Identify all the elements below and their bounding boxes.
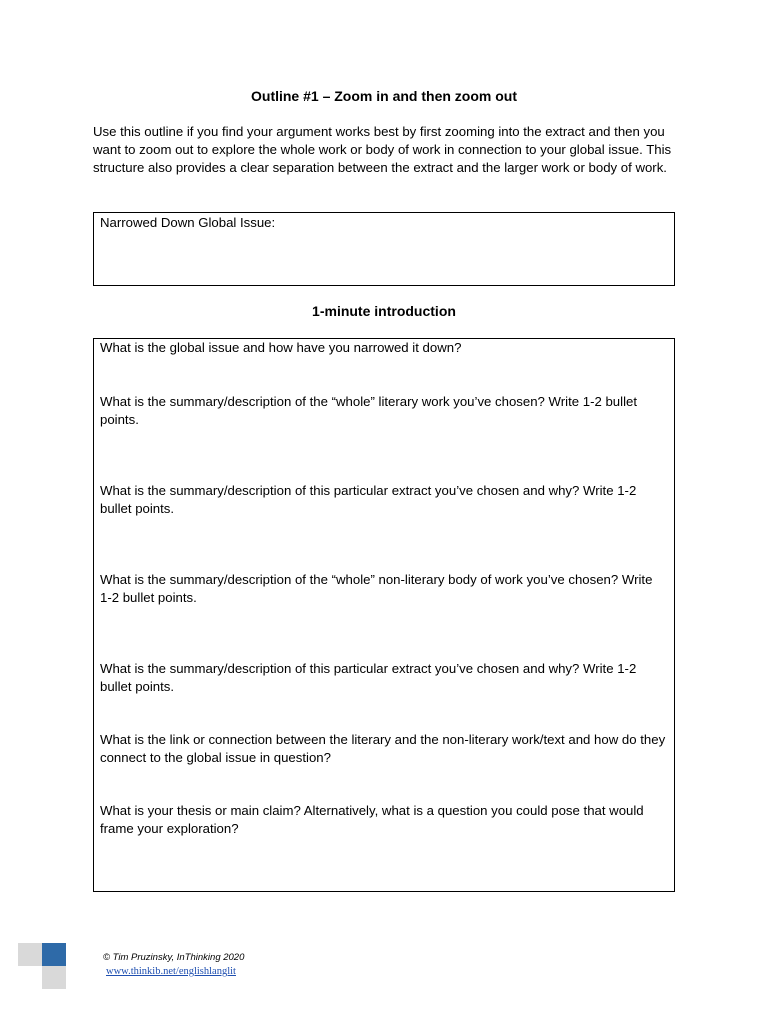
footer-link[interactable]: www.thinkib.net/englishlanglit: [106, 966, 236, 977]
global-issue-box[interactable]: [93, 212, 675, 286]
logo-square-gray-top-left: [18, 943, 42, 966]
logo-square-blue: [42, 943, 66, 966]
intro-paragraph: Use this outline if you find your argument works best by first zooming into the extract and then you want to zoom out to explore the whole work or body of work in connection to your global issue. This structure also provides a clear separation between the extract and the larger work or body of work.: [93, 124, 672, 175]
question-thesis: What is your thesis or main claim? Alternatively, what is a question you could pose that would frame your exploration?: [100, 803, 644, 836]
global-issue-label: Narrowed Down Global Issue:: [100, 215, 276, 230]
question-link-connection: What is the link or connection between the literary and the non-literary work/text and how do they connect to the global issue in question?: [100, 732, 666, 765]
question-non-literary-work-summary: What is the summary/description of the “whole” non-literary body of work you’ve chosen? Write 1-2 bullet points.: [100, 572, 653, 605]
question-literary-extract-summary: What is the summary/description of this particular extract you’ve chosen and why? Write 1-2 bullet points.: [100, 483, 637, 516]
footer-credit: © Tim Pruzinsky, InThinking 2020: [103, 952, 245, 963]
question-non-literary-extract-summary: What is the summary/description of this particular extract you’ve chosen and why? Write 1-2 bullet points.: [100, 661, 637, 694]
page-title: Outline #1 – Zoom in and then zoom out: [251, 88, 517, 104]
inthinking-logo: [18, 943, 68, 991]
logo-square-gray-bottom-right: [42, 966, 66, 989]
section-heading: 1-minute introduction: [312, 303, 456, 319]
introduction-questions-box[interactable]: [93, 338, 675, 892]
question-literary-work-summary: What is the summary/description of the “whole” literary work you’ve chosen? Write 1-2 bullet points.: [100, 394, 637, 427]
question-global-issue: What is the global issue and how have you narrowed it down?: [100, 340, 462, 355]
